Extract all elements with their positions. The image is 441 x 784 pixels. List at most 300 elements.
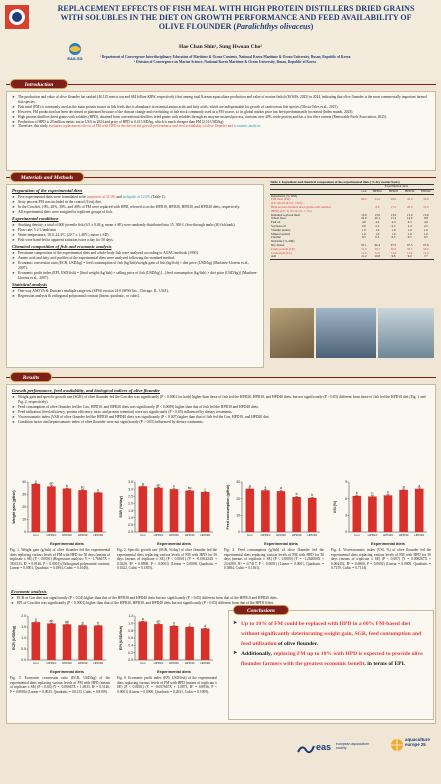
table-cell: 60.0	[361, 197, 367, 202]
significance-letter: b	[387, 490, 389, 495]
x-tick-label: Con	[140, 661, 146, 665]
table-cell: 42.0	[406, 197, 413, 202]
y-tick-label: 0.5	[128, 523, 133, 528]
ae-text: aquaculture europe 25	[405, 737, 430, 747]
significance-letter: b	[173, 484, 175, 489]
x-tick-label: HPD20	[276, 533, 286, 537]
chem-list	[12, 251, 258, 281]
bar	[201, 628, 210, 660]
bar	[185, 491, 194, 532]
bar	[78, 625, 87, 660]
affiliation-1: ¹ Department of Convergence Interdisciplinary Education of Maritime & Ocean Contents, National Korea Maritime & Ocean University, Busan, Republic of Korea	[99, 55, 351, 59]
globe-icon	[390, 738, 404, 752]
authors: Hae Chan Shin¹, Sung Hwoan Cho²	[178, 44, 263, 50]
bar	[47, 486, 56, 532]
significance-letter: a	[141, 617, 144, 622]
table-cell: 2.5	[423, 223, 428, 228]
table-cell: 11.9	[374, 250, 380, 255]
bar	[47, 623, 56, 660]
table-cell: 1.0	[391, 227, 396, 232]
results-sub1: Growth performance, feed availability, and biological indices of olive flounder	[12, 388, 160, 393]
bar	[201, 492, 210, 532]
photo-strip	[270, 308, 434, 358]
x-tick-label: HPD10	[153, 661, 164, 665]
chem-item: ➤ Proximate composition of the experimental diets and whole-body fish were analyzed according to AOAC methods (1990).	[12, 251, 258, 256]
conclusion-item: ➤ Up to 10% of FM could be replaced with HPD in a 60% FM-based diet without significantly deteriorating weight gain, SGR, feed consumption and feed utilization of olive flounder.	[233, 619, 427, 649]
introduction-panel	[6, 91, 436, 171]
x-tick-label: HPD20	[169, 661, 179, 665]
table-cell: 9.8	[385, 255, 401, 259]
bar	[261, 490, 270, 532]
chart-vsi	[331, 478, 431, 546]
fig6-caption: Fig. 6. Economic profit index (EPI, USD/fish) of the experimental diets replacing various levels of FM with HPD (means of triplicate ± SE) (P < 0.0001) (Y = -0.057667X + 1.0873, R² = 0.8936, P < 0.0001) (Linear = 0.0000, Quadratic = 0.2631, Cubic = 0.1909).	[117, 676, 217, 694]
table-cell: 4.3	[391, 220, 396, 225]
intro-item: ➤ Therefore, this study evaluates replacement effects of FM with HPD in the diet on the growth performance and feed availability of olive flounder and economic analysis.	[12, 124, 430, 129]
significance-letter: a	[264, 485, 267, 490]
y-axis-label: Weight gain (g/fish)	[12, 490, 16, 524]
y-axis-label: ECR (USD/kg)	[12, 626, 16, 650]
prep-item: ➤ Five experimental diets were formulated to be isoproteic at 51.0% and isolipidic at 12.0% (Table 1).	[12, 195, 258, 200]
x-axis-label: Experimental diets	[157, 670, 191, 674]
x-tick-label: Con	[33, 533, 39, 537]
section-materials: Materials and Methods	[10, 172, 84, 182]
x-tick-label: HPD10	[46, 533, 57, 537]
significance-letter: a	[402, 484, 405, 489]
significance-letter: a	[248, 483, 251, 488]
x-axis-label: Experimental diets	[157, 542, 191, 546]
y-tick-label: 2.0	[128, 501, 133, 506]
fig3-caption: Fig. 3. Feed consumption (g/fish) of olive flounder fed the experimental diets replacing various levels of FM with HPD for 50 days (means of triplicate ± SE) (P < 0.0009) (Y = -1.262000X + 23.6580, R² = 0.7417, P < 0.0001) (Linear = 0.0001, Quadratic = 0.3884, Cubic = 0.1561).	[224, 548, 324, 570]
table-cell: 97.5	[406, 242, 413, 247]
aquaculture-europe-logo	[390, 734, 436, 764]
y-tick-label: 6	[345, 496, 347, 501]
table-row-label: Crude protein (CP)	[271, 246, 295, 251]
exp-item: ➤ Stocking density: a total of 600 juvenile fish (6.5 ± 0.04 g; mean ± SE) were randomly distributed into 15, 300-L flow-through tanks (40 fish/tank).	[12, 223, 258, 228]
tank-photo	[316, 308, 376, 358]
table-cell: 50.9	[423, 246, 429, 251]
species-name: Paralichthys olivaceus	[236, 22, 311, 31]
table-cell: 8.6	[375, 204, 380, 209]
conclusions-list	[229, 611, 433, 669]
table-cell: 1.0	[407, 227, 412, 232]
table-col-header: HPD20	[385, 189, 401, 194]
table-1	[270, 180, 434, 260]
table-cell: 7.7	[418, 255, 434, 259]
significance-letter: c	[97, 488, 100, 492]
x-tick-label: HPD40	[93, 533, 104, 537]
table-cell: 51.0	[361, 246, 367, 251]
chart-epi	[117, 612, 217, 674]
table-cell: 14.0	[406, 216, 413, 221]
exp-item: ➤ Water temperature; 18.0–24.4°C (20.7 ± 1.48°C; mean ± SD)	[12, 233, 258, 238]
y-tick-label: 2.0	[21, 614, 26, 619]
table-cell: 0.5	[391, 235, 396, 240]
significance-letter: b	[97, 621, 100, 626]
x-axis-label: Experimental diets	[371, 542, 405, 546]
y-tick-label: 9	[345, 480, 347, 485]
y-tick-label: 30	[22, 492, 26, 497]
table-caption: Table 1. Ingredient and chemical composition of the experimental diets (% dry matter basis)	[270, 180, 400, 184]
bar	[94, 493, 103, 533]
x-tick-label: HPD20	[169, 533, 179, 537]
table-row-label: Mineral premix	[271, 231, 291, 236]
y-tick-label: 0.5	[21, 647, 26, 652]
result-item: ➤ Feed consumption of olive flounder fed the Con, HPD10, and HPD20 diets was significantly (P < 0.0009) higher than that of fish fed the HPD30 and HPD40 diets.	[12, 405, 430, 410]
poster-title	[36, 4, 436, 31]
fig4-caption: Fig. 4. Viscerosomatic index (VSI, %) of olive flounder fed the experimental diets replacing various levels of FM with HPD for 50 days (means of triplicate ± SE) (P < 0.007) (Y = 0.000267X + 0.064452, R² = 0.6900, P = 0.0002) (Linear = 0.0005, Quadratic = 0.7139, Cubic = 0.7114).	[331, 548, 431, 570]
table-cell: 17.2	[390, 216, 397, 221]
significance-letter: ab	[49, 619, 54, 624]
university-logo-icon	[4, 4, 30, 30]
svg-text:EAS-SG: EAS-SG	[67, 56, 83, 61]
eas-full-text: european aquaculture society	[336, 742, 369, 750]
table-cell: 11.2	[359, 255, 370, 259]
table-cell: 13.0	[390, 212, 397, 217]
ingredient-table	[270, 184, 434, 260]
x-tick-label: HPD40	[200, 533, 211, 537]
table-row-label: Dehulled soybean meal	[271, 212, 301, 217]
bar	[139, 622, 148, 661]
result-item: ➤ Weight gain and specific growth rate (SGR) of olive flounder fed the Con diet was significantly (P < 0.0001 for both) higher than those of fish fed the HPD20, HPD30, and HPD40 diets, but not significantly (P > 0.05) different from those of fish fed the HPD10 diet (Fig. 1 and Fig. 2, respectively).	[12, 395, 430, 405]
significance-letter: ab	[156, 619, 161, 624]
significance-letter: d	[204, 624, 207, 629]
prep-title: Preparation of the experimental diets	[12, 188, 83, 193]
econ-item: ➤ ECR of Con diet was significantly (P < 0.04) higher than that of the HPD30 and HPD40 diets but not significantly (P > 0.05) different from that of the HPD10 and HPD20 diets.	[11, 596, 431, 601]
table-cell: 13.0	[374, 212, 381, 217]
x-tick-label: HPD10	[367, 533, 378, 537]
section-results: Results	[10, 372, 52, 382]
table-cell: 0.5	[423, 235, 428, 240]
title-line-3: OLIVE FLOUNDER (Paralichthys olivaceus)	[158, 22, 314, 31]
y-tick-label: 2.5	[128, 494, 133, 499]
table-cell: 20.1	[374, 216, 381, 221]
conclusions-panel	[228, 610, 434, 720]
y-tick-label: 0.6	[128, 636, 133, 641]
y-tick-label: 1.5	[128, 508, 133, 513]
table-row-label: Ingredients (%, DM)	[271, 193, 297, 198]
fig2-caption: Fig. 2. Specific growth rate (SGR, %/day) of olive flounder fed the experimental diets replacing various levels of FM with HPD for 50 days (means of triplicate ± SE) (P < 0.0001) (Y = -0.001224X + 0.0320, R² = 0.8808, P < 0.0001) (Linear = 0.0008, Quadratic = 0.1622, Cubic = 0.1855).	[117, 548, 217, 570]
section-conclusions: Conclusions	[233, 605, 289, 615]
table-cell: 1.0	[423, 227, 428, 232]
significance-letter: b	[355, 491, 358, 496]
bar	[32, 622, 41, 660]
y-tick-label: 0.4	[128, 643, 133, 648]
table-cell: 9.0	[402, 255, 418, 259]
bar	[170, 489, 179, 532]
eas-text: eas	[316, 742, 332, 752]
x-tick-label: Con	[33, 661, 39, 665]
y-tick-label: 3.0	[128, 487, 133, 492]
table-row-label: Crude lipid (CL)	[271, 250, 292, 255]
bar	[353, 496, 362, 532]
table-cell: 48.0	[390, 197, 397, 202]
y-tick-label: 0.2	[128, 650, 133, 655]
econ-list	[11, 596, 431, 606]
bar	[308, 498, 317, 532]
significance-letter: a	[141, 481, 144, 486]
y-axis-label: VSI (%)	[333, 500, 337, 514]
y-tick-label: 1.0	[21, 636, 26, 641]
table-cell: 4.0	[361, 220, 366, 225]
table-col-header: Con	[359, 189, 370, 194]
x-tick-label: HPD20	[62, 661, 72, 665]
significance-letter: c	[188, 622, 191, 627]
table-cell: 1.0	[361, 231, 366, 236]
table-row-label: Fish oil	[271, 220, 281, 225]
facility-photo	[378, 308, 434, 358]
table-col-header: HPD30	[402, 189, 418, 194]
y-axis-label: SGR (%/day)	[119, 496, 123, 518]
result-item: ➤ Condition factor and hepatosomatic index of olive flounder were not significantly (P > 0.05) influenced by dietary treatments.	[12, 420, 430, 425]
significance-letter: b	[371, 491, 374, 496]
x-tick-label: HPD30	[398, 533, 409, 537]
exp-item: ➤ Flow rate; 5.2 L/tank/min	[12, 228, 258, 233]
fish-photo	[270, 308, 314, 358]
table-group-header: Experimental diets	[359, 185, 434, 190]
table-cell: 1.0	[423, 231, 428, 236]
x-tick-label: HPD20	[62, 533, 72, 537]
x-tick-label: HPD30	[77, 661, 88, 665]
bar	[139, 486, 148, 532]
prep-item: ➤ Sixty percent FM was included in the control (Con) diet.	[12, 200, 258, 205]
x-tick-label: HPD40	[307, 533, 318, 537]
table-cell: 2.2	[375, 223, 380, 228]
table-row-label: Soybean oil	[271, 223, 286, 228]
table-cell: 1.0	[361, 227, 366, 232]
table-row-label: Vitamin premix	[271, 227, 291, 232]
table-cell: 54.0	[374, 197, 381, 202]
result-item: ➤ Viscerosomatic index (VSI) of olive flounder fed the HPD30 and HPD40 diets was significantly (P < 0.007) higher than that of fish fed the Con, HPD10, and HPD20 diet.	[12, 415, 430, 420]
x-axis-label: Experimental diets	[50, 670, 84, 674]
bar	[154, 624, 163, 660]
materials-panel	[6, 184, 264, 368]
y-axis-label: Feed consumption (g/fish)	[226, 484, 230, 530]
x-tick-label: HPD20	[383, 533, 393, 537]
y-tick-label: 0.8	[128, 628, 133, 633]
results-sub2: Economic analysis	[11, 589, 47, 594]
x-tick-label: HPD30	[184, 533, 195, 537]
bar	[63, 624, 72, 660]
bar	[246, 489, 255, 532]
table-row-label: High protein distillers dried grains with solubles	[271, 204, 331, 209]
table-cell: 50.9	[390, 246, 397, 251]
intro-item: ➤ Fish meal (FM) is commonly used as the main protein source in fish feeds due to abundance in essential amino acids and fatty acids, which are indispensable for growth of carnivorous fish species (Olivia-Teles et al., 2015).	[12, 105, 430, 110]
bar	[170, 626, 179, 660]
fig1-caption: Fig. 1. Weight gain (g/fish) of olive flounder fed the experimental diets replacing various levels of FM with HPD for 50 days (means of triplicate ± SE) (P < 0.0001) (Regression analysis; Y = -1.76667X + 38.6333, R² = 0.8146, P < 0.0001) (Orthogonal polynomial contrast; Linear = 0.0001, Quadratic = 0.1894, Cubic = 0.1040).	[10, 548, 110, 570]
bar	[185, 627, 194, 660]
economic-block	[11, 588, 431, 606]
exp-list	[12, 223, 258, 243]
y-tick-label: 0	[238, 530, 240, 535]
table-cell: 97.5	[390, 242, 397, 247]
chart-ecr	[10, 612, 110, 674]
chem-item: ➤ Economic conversion ratio (ECR, USD/kg) = feed consumption of fish (kg/fish)/weight gain of fish (kg/fish) × diet price (USD/kg) (Martínez-Llorens et al., 2007).	[12, 261, 258, 271]
table-cell: 12.0	[423, 250, 429, 255]
significance-letter: a	[280, 486, 282, 491]
table-cell: 2.0	[361, 223, 366, 228]
table-cell: 0.5	[407, 235, 412, 240]
chart-weight-gain	[10, 478, 110, 546]
table-cell: 4.2	[375, 220, 380, 225]
eas-logo	[296, 740, 386, 760]
eas-wave-icon	[296, 742, 316, 756]
table-cell: 4.5	[407, 220, 412, 225]
prep-item: ➤ All experimental diets were assigned to triplicate groups of fish.	[12, 210, 258, 215]
table-cell: 4.6	[423, 220, 428, 225]
bar	[78, 490, 87, 532]
significance-letter: ab	[156, 483, 161, 488]
intro-list	[12, 95, 430, 129]
table-cell: 50.7	[406, 246, 413, 251]
table-cell: 0.5	[375, 235, 380, 240]
section-rule	[6, 84, 436, 85]
y-tick-label: 40	[22, 480, 26, 485]
significance-letter: bc	[80, 485, 85, 490]
chart-feed-consumption	[224, 478, 324, 546]
table-cell: 35.2	[423, 204, 429, 209]
bar	[94, 625, 103, 660]
exp-title: Experimental conditions	[12, 216, 59, 221]
x-tick-label: Con	[247, 533, 253, 537]
significance-letter: b	[81, 620, 84, 625]
table-cell: 13.0	[406, 212, 413, 217]
table-row	[270, 255, 434, 259]
intro-item: ➤ High protein distillers dried grains with solubles (HPD), obtained from conventional distillers dried grains with solubles through an enzyme-assisted process, contains over 40% crude protein and has a low fiber content (Renewable Fuels Association, 2025).	[12, 115, 430, 120]
bar	[63, 489, 72, 533]
significance-letter: bc	[187, 486, 192, 491]
prep-item: ➤ In the Con diet, 10%, 20%, 30%, and 40% of FM were replaced with HPD, referred to as the HPD10, HPD20, HPD30, and HPD40 diets, respectively.	[12, 205, 258, 210]
x-tick-label: Con	[140, 533, 146, 537]
y-tick-label: 0	[24, 530, 26, 535]
bar	[415, 489, 424, 532]
significance-letter: b	[173, 621, 175, 626]
table-cell: 0.5	[361, 235, 366, 240]
table-cell: 36.0	[423, 197, 429, 202]
results-list	[12, 395, 430, 425]
stat-item: ➤ One-way ANOVA & Duncan's multiple range test (SPSS version 24.0 (SPSS Inc., Chicago, IL, USA).	[12, 289, 258, 294]
bar	[399, 490, 408, 532]
table-col-header: HPD10	[369, 189, 385, 194]
table-cell: 1.0	[391, 231, 396, 236]
x-tick-label: HPD30	[184, 661, 195, 665]
y-tick-label: 30	[236, 480, 240, 485]
significance-letter: a	[418, 483, 421, 488]
table-row-label: Nutrients (%, DM)	[271, 239, 295, 244]
affiliations	[10, 55, 440, 65]
fig5-caption: Fig. 5. Economic conversion ratio (ECR, USD/kg) of the experimental diets replacing various levels of FM with HPD (means of triplicate ± SE) (P < 0.04) (Y = -0.06667X + 1.6933, R² = 0.5146, P = 0.0006) (Linear = 0.0025, Quadratic = 0.0233, Cubic = 0.8199).	[10, 676, 110, 694]
significance-letter: ab	[65, 619, 69, 624]
table-cell: 1.0	[375, 227, 380, 232]
significance-letter: b	[66, 484, 68, 488]
table-col-header: HPD40	[418, 189, 434, 194]
y-tick-label: 20	[236, 496, 240, 501]
table-row-label: Ash	[270, 255, 359, 259]
y-tick-label: 3.5	[128, 480, 133, 485]
table-cell: 11.9	[407, 250, 413, 255]
intro-item: ➤ Production of HPD is 29 million metric ton in USA in 2024 and price of HPD is 0.41 USD/kg, which is much cheaper than FM (2.16 USD/kg).	[12, 120, 430, 125]
section-rule	[6, 377, 436, 378]
stat-list	[12, 289, 258, 299]
y-tick-label: 0.0	[128, 658, 133, 663]
y-tick-label: 3	[345, 513, 347, 518]
x-tick-label: HPD40	[414, 533, 425, 537]
bar	[154, 488, 163, 532]
table-cell: 50.7	[374, 246, 381, 251]
x-tick-label: HPD30	[291, 533, 302, 537]
x-tick-label: HPD10	[260, 533, 271, 537]
stat-item: ➤ Regression analysis & orthogonal polynomial contrast (linear, quadratic, or cubic).	[12, 294, 258, 299]
table-cell: 13.0	[361, 212, 367, 217]
table-cell: 2.3	[391, 223, 396, 228]
table-cell: 2.4	[407, 223, 412, 228]
table-row-label: Dry matter	[271, 242, 285, 247]
y-tick-label: 0	[345, 530, 347, 535]
table-row-label: Wheat flour	[271, 216, 286, 221]
significance-letter: a	[34, 479, 37, 484]
chem-item: ➤ Economic profit index (EPI, USD/fish) = [final weight (kg/fish) × selling price of fish (USD/kg)] – [feed consumption (kg/fish) × diet price (USD/kg)] (Martínez-Llorens et al., 2007).	[12, 271, 258, 281]
x-tick-label: HPD40	[93, 661, 104, 665]
table-cell: 97.1	[361, 242, 367, 247]
table-row-label: Fish meal (FM)	[271, 197, 291, 202]
header	[0, 0, 441, 80]
y-tick-label: 1.0	[128, 621, 133, 626]
table-row-label: Choline	[271, 235, 281, 240]
y-tick-label: 1.2	[128, 614, 133, 619]
affiliation-2: ² Division of Convergence on Marine Science, National Korea Maritime & Ocean University, Busan, Republic of Korea	[134, 60, 316, 64]
significance-letter: b	[311, 493, 314, 498]
significance-letter: ab	[49, 481, 54, 486]
chem-item: ➤ Amino acid and fatty acid profiles of the experimental diets were analyzed following the standard method.	[12, 256, 258, 261]
significance-letter: a	[34, 617, 37, 622]
chem-title: Chemical composition of fish and economic analysis	[12, 244, 112, 249]
table-cell: 10.8	[369, 255, 385, 259]
table-cell: 22.0	[361, 216, 367, 221]
y-tick-label: 1.0	[128, 515, 133, 520]
table-cell: 1.0	[375, 231, 380, 236]
x-tick-label: HPD10	[46, 661, 57, 665]
table-cell: 12.0	[390, 250, 397, 255]
x-tick-label: HPD10	[153, 533, 164, 537]
intro-item: ➤ The production and value of olive flounder has ranked (40,125 metric ton and 684 billion KRW, respectively) first among total Korean aquaculture production and value of marine finfish (KOSIS, 2025) in 2024, indicating that olive flounder is the most commercially important farmed fish species.	[12, 95, 430, 105]
exp-item: ➤ Fish were hand-fed to apparent satiation twice a day for 50 days.	[12, 238, 258, 243]
bar	[384, 495, 393, 532]
x-tick-label: HPD40	[200, 661, 211, 665]
intro-item: ➤ However, FM production has been decreased or plateaued because of the climate change and overfishing of fish stock commonly used as a FM source, so its global market price has been predominantly increased (Index mundi, 2025).	[12, 110, 430, 115]
y-tick-label: 20	[22, 505, 26, 510]
table-cell: 11.9	[361, 250, 367, 255]
x-tick-label: HPD30	[77, 533, 88, 537]
table-cell: 17.0	[390, 204, 397, 209]
prep-list	[12, 195, 258, 215]
y-tick-label: 1.5	[21, 625, 26, 630]
table-row-label: (HPD) (CP: 51.9% & CL: 7.1%)	[271, 208, 312, 213]
y-axis-label: EPI (USD/fish)	[119, 625, 123, 651]
x-axis-label: Experimental diets	[50, 542, 84, 546]
chart-sgr	[117, 478, 217, 546]
y-tick-label: 0.0	[21, 658, 26, 663]
title-line-2: WITH SOLUBLES IN THE DIET ON GROWTH PERFORMANCE AND FEED AVAILABILITY OF	[60, 13, 412, 22]
x-axis-label: Experimental diets	[264, 542, 298, 546]
bar	[32, 484, 41, 532]
significance-letter: b	[295, 492, 298, 497]
table-cell: 26.0	[406, 204, 413, 209]
section-introduction: Introduction	[10, 79, 68, 89]
bar	[292, 497, 301, 532]
y-tick-label: 10	[22, 517, 26, 522]
stat-title: Statistical analysis	[12, 282, 48, 287]
table-cell: 96.4	[374, 242, 381, 247]
table-cell: 13.0	[423, 212, 429, 217]
